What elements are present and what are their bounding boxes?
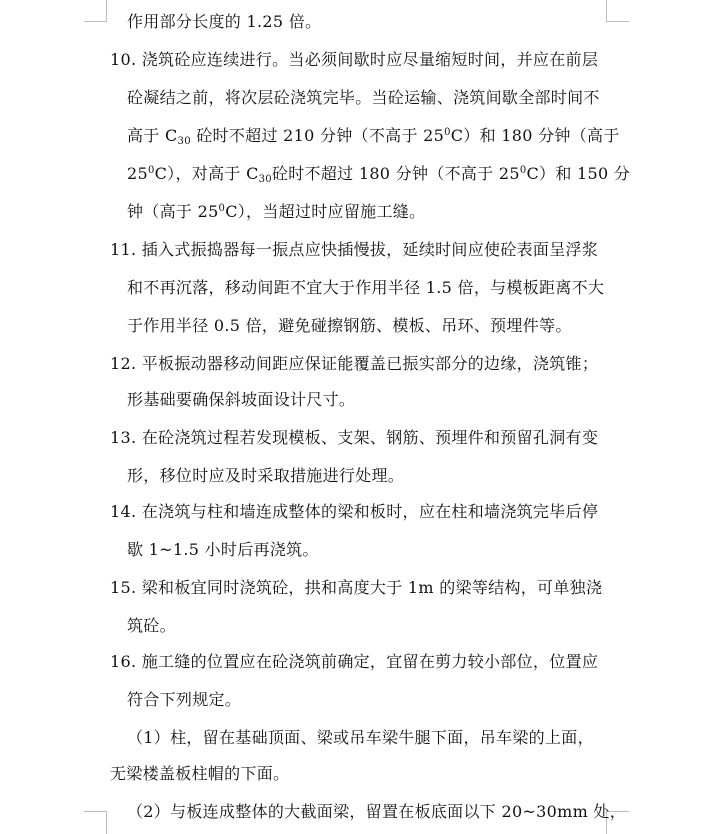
margin-corner-mark [84,811,107,834]
text-line: 作用部分长度的 1.25 倍。 [127,12,322,31]
text-line: 16. 施工缝的位置应在砼浇筑前确定，宜留在剪力较小部位，位置应 [110,652,599,671]
text-run: 砼时不超过 180 分钟（不高于 25 [271,164,520,183]
text-line [127,200,425,224]
text-line: 形，移位时应及时采取措施进行处理。 [127,466,405,485]
text-line: 歇 1~1.5 小时后再浇筑。 [127,540,319,559]
margin-corner-mark [606,0,629,22]
subscript: 30 [177,136,191,147]
text-line: 无梁楼盖板柱帽的下面。 [110,764,290,783]
text-run: C）和 150 分 [526,164,631,183]
text-line: 12. 平板振动器移动间距应保证能覆盖已振实部分的边缘，浇筑锥； [110,354,599,373]
text-line: 符合下列规定。 [127,690,242,709]
text-line: 砼凝结之前，将次层砼浇筑完毕。当砼运输、浇筑间歇全部时间不 [127,88,600,107]
text-line: 15. 梁和板宜同时浇筑砼，拱和高度大于 1m 的梁等结构，可单独浇 [110,578,603,597]
superscript: 0 [519,165,527,176]
text-run: C），当超过时应留施工缝。 [225,202,426,221]
text-line: 10. 浇筑砼应连续进行。当必须间歇时应尽量缩短时间，并应在前层 [110,50,599,69]
text-line: （2）与板连成整体的大截面梁，留置在板底面以下 20~30mm 处， [127,802,627,821]
text-run: 25 [127,164,148,183]
text-run: C）和 180 分钟（高于 [450,126,620,145]
text-run: C），对高于 C [154,164,259,183]
text-line: 和不再沉落，移动间距不宜大于作用半径 1.5 倍，与模板距离不大 [127,278,605,297]
text-line: 11. 插入式振捣器每一振点应快插慢拔，延续时间应使砼表面呈浮浆 [110,240,599,259]
text-line: 筑砼。 [127,616,176,635]
superscript: 0 [147,165,155,176]
text-line: 13. 在砼浇筑过程若发现模板、支架、钢筋、预埋件和预留孔洞有变 [110,428,599,447]
text-run: 砼时不超过 210 分钟（不高于 25 [190,126,445,145]
text-line: 于作用半径 0.5 倍，避免碰擦钢筋、模板、吊环、预埋件等。 [127,316,572,335]
text-line: 形基础要确保斜坡面设计尺寸。 [127,390,356,409]
text-run: 高于 C [127,126,178,145]
text-line: （1）柱，留在基础顶面、梁或吊车梁牛腿下面，吊车梁的上面， [127,728,594,747]
superscript: 0 [444,127,451,138]
superscript: 0 [218,203,226,214]
text-line [127,124,620,148]
text-line [127,162,630,186]
subscript: 30 [258,174,272,185]
margin-corner-mark [84,0,107,22]
text-run: 钟（高于 25 [127,202,219,221]
text-line: 14. 在浇筑与柱和墙连成整体的梁和板时，应在柱和墙浇筑完毕后停 [110,502,599,521]
